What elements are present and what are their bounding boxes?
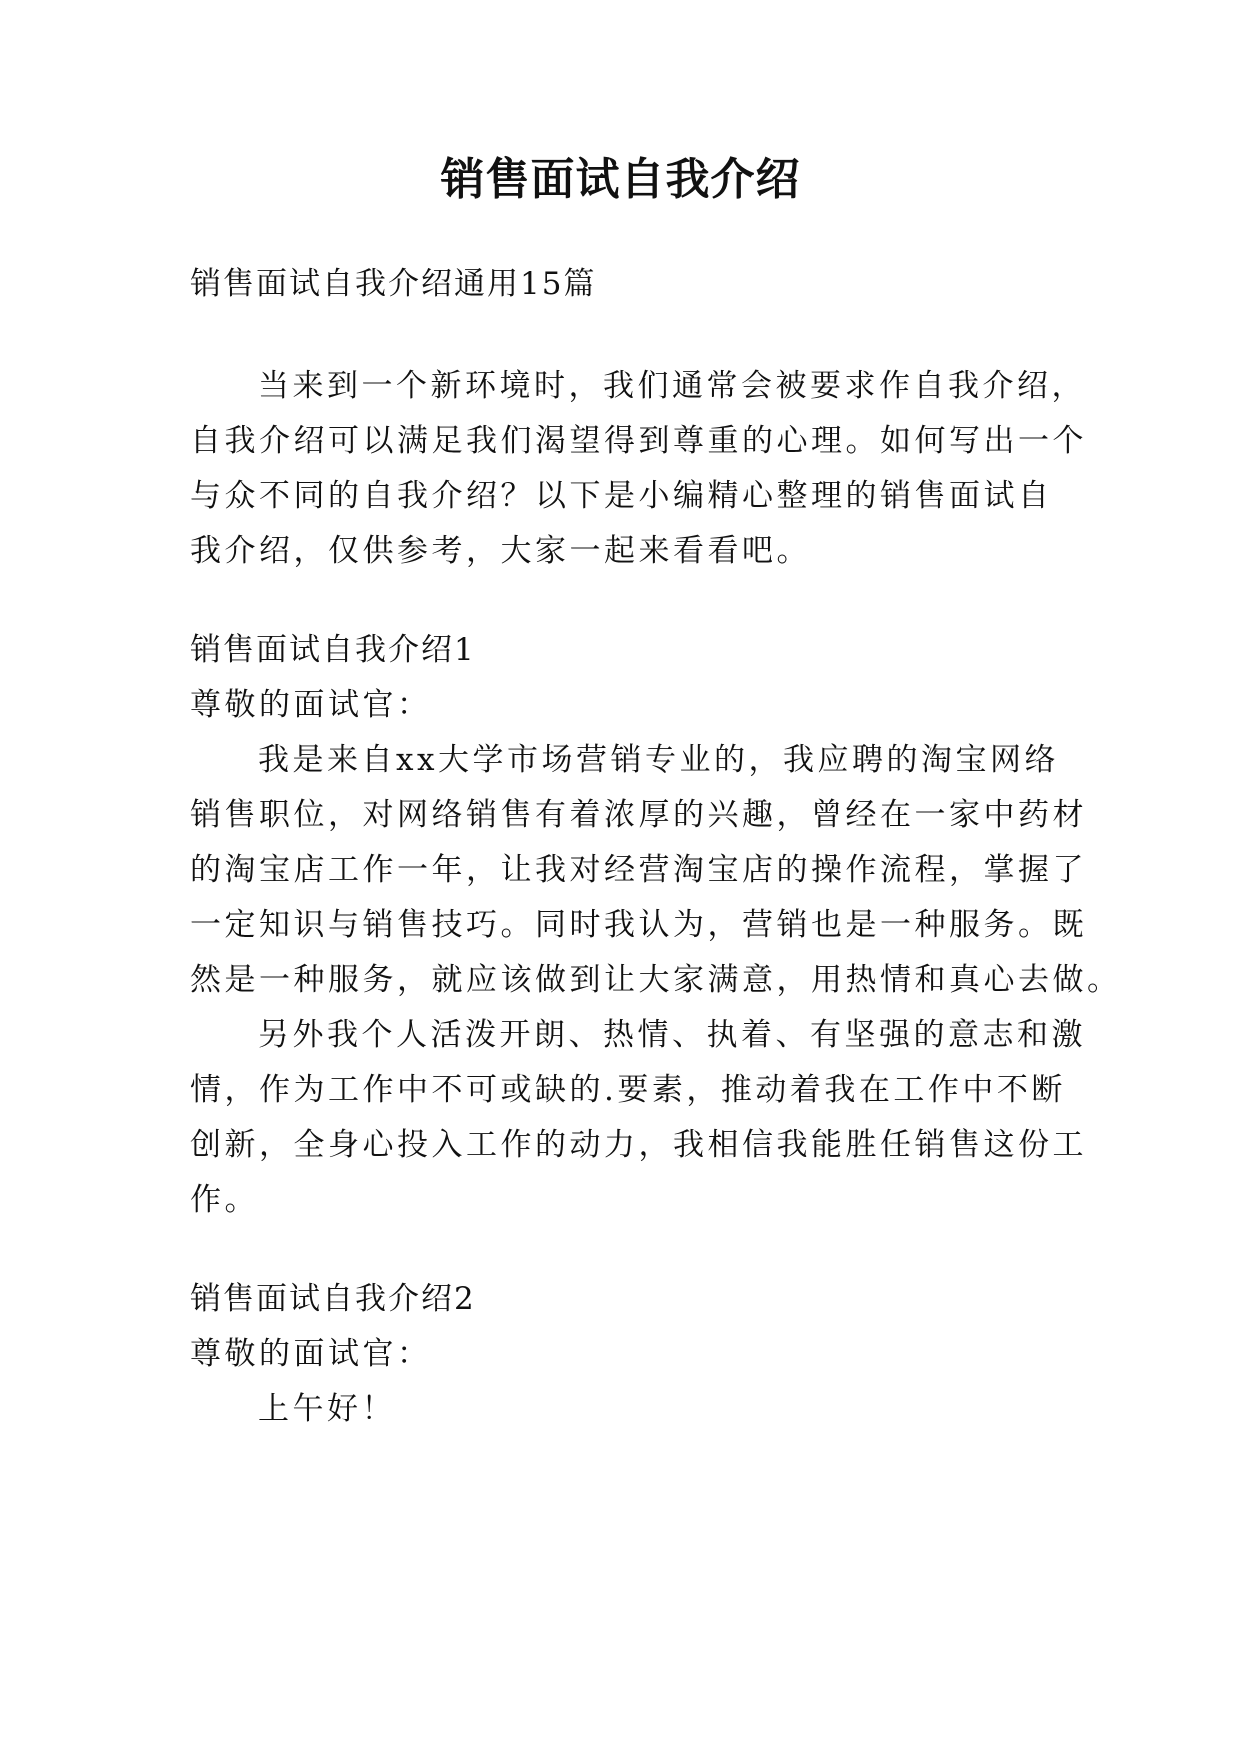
greeting: 上午好！ — [258, 1391, 396, 1427]
paragraph-line: 销售职位，对网络销售有着浓厚的兴趣，曾经在一家中药材 — [190, 797, 1087, 833]
paragraph-line: 的淘宝店工作一年，让我对经营淘宝店的操作流程，掌握了 — [190, 852, 1087, 888]
section-heading: 销售面试自我介绍1 — [190, 632, 476, 668]
salutation: 尊敬的面试官： — [190, 687, 432, 723]
document-title: 销售面试自我介绍 — [440, 154, 801, 205]
intro-line: 当来到一个新环境时，我们通常会被要求作自我介绍， — [258, 368, 1086, 404]
paragraph-line: 情，作为工作中不可或缺的.要素，推动着我在工作中不断 — [190, 1072, 1066, 1108]
paragraph-line: 一定知识与销售技巧。同时我认为，营销也是一种服务。既 — [190, 907, 1087, 943]
intro-line: 与众不同的自我介绍？以下是小编精心整理的销售面试自 — [190, 478, 1053, 514]
salutation: 尊敬的面试官： — [190, 1336, 432, 1372]
paragraph-line: 我是来自xx大学市场营销专业的，我应聘的淘宝网络 — [258, 742, 1059, 778]
paragraph-line: 作。 — [190, 1182, 259, 1218]
document-subtitle: 销售面试自我介绍通用15篇 — [190, 266, 597, 302]
intro-line: 自我介绍可以满足我们渴望得到尊重的心理。如何写出一个 — [190, 423, 1087, 459]
paragraph-line: 另外我个人活泼开朗、热情、执着、有坚强的意志和激 — [258, 1017, 1086, 1053]
section-heading: 销售面试自我介绍2 — [190, 1281, 476, 1317]
intro-line: 我介绍，仅供参考，大家一起来看看吧。 — [190, 533, 811, 569]
paragraph-line: 创新，全身心投入工作的动力，我相信我能胜任销售这份工 — [190, 1127, 1087, 1163]
paragraph-line: 然是一种服务，就应该做到让大家满意，用热情和真心去做。 — [190, 962, 1122, 998]
